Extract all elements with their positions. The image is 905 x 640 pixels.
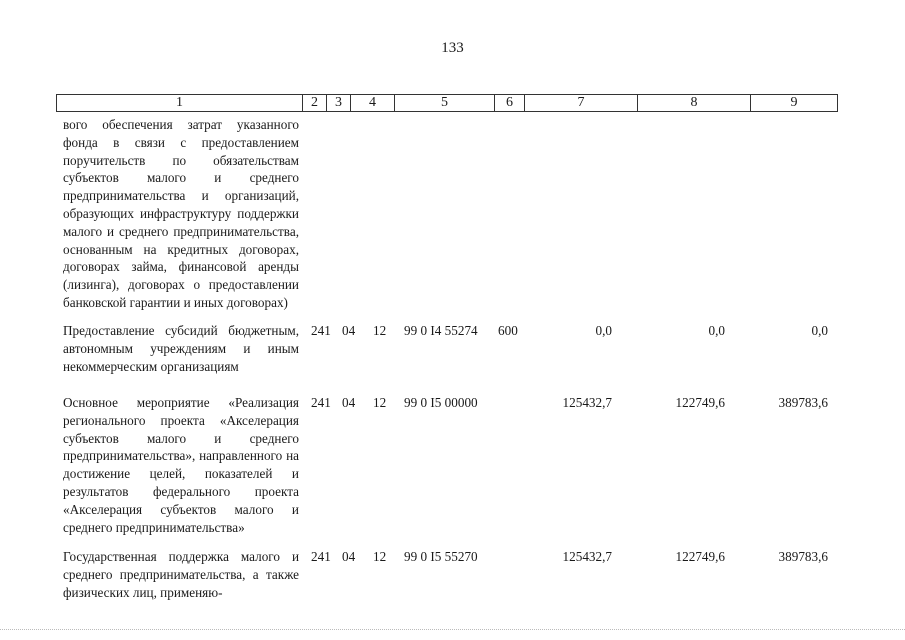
cell-sum-col7: 0,0 — [595, 323, 612, 338]
header-col-3: 3 — [326, 95, 350, 111]
cell-sum-col8: 0,0 — [708, 323, 725, 338]
cell-sum-col9: 389783,6 — [778, 549, 828, 564]
cell-section: 04 — [342, 549, 356, 564]
cell-section: 04 — [342, 395, 356, 410]
header-col-4: 4 — [350, 95, 394, 111]
cell-sum-col9: 389783,6 — [778, 395, 828, 410]
cell-section: 04 — [342, 323, 356, 338]
header-col-7: 7 — [524, 95, 637, 111]
cell-grbs: 241 — [311, 549, 331, 564]
cell-sum-col7: 125432,7 — [562, 549, 612, 564]
page-bottom-edge — [0, 629, 905, 631]
cell-target-article: 99 0 I5 55270 — [404, 549, 478, 564]
cell-grbs: 241 — [311, 323, 331, 338]
cell-sum-col8: 122749,6 — [675, 395, 725, 410]
cell-subsection: 12 — [373, 549, 387, 564]
cell-subsection: 12 — [373, 395, 387, 410]
cell-grbs: 241 — [311, 395, 331, 410]
header-col-9: 9 — [750, 95, 837, 111]
cell-sum-col8: 122749,6 — [675, 549, 725, 564]
table-row-text: Государственная поддержка малого и среднего предпринимательства, а также физических лиц, применяю- — [63, 549, 299, 600]
cell-target-article: 99 0 I4 55274 — [404, 323, 478, 338]
header-col-2: 2 — [302, 95, 326, 111]
cell-target-article: 99 0 I5 00000 — [404, 395, 478, 410]
header-col-5: 5 — [394, 95, 494, 111]
cell-expense-type: 600 — [498, 323, 518, 338]
cell-subsection: 12 — [373, 323, 387, 338]
table-row-text: Предоставление субсидий бюджетным, автономным учреждениям и иным некоммерческим организациям — [63, 323, 299, 374]
cell-sum-col9: 0,0 — [811, 323, 828, 338]
header-col-6: 6 — [494, 95, 524, 111]
table-row-text: вого обеспечения затрат указанного фонда в связи с предоставлением поручительств по обязательствам субъектов малого и среднего предпринимательства и организаций, образующих инфраструктуру поддержки малого и среднего предпринимательства, основанным на кредитных договорах, договорах займа, финансовой аренды (лизинга), договорах о предоставлении банковской гарантии и иных договорах) — [63, 117, 299, 310]
header-col-8: 8 — [637, 95, 750, 111]
page-number: 133 — [441, 40, 464, 56]
table-header — [56, 94, 838, 112]
cell-sum-col7: 125432,7 — [562, 395, 612, 410]
header-col-1: 1 — [176, 95, 183, 110]
table-row-text: Основное мероприятие «Реализация регионального проекта «Акселерация субъектов малого и среднего предпринимательства», направленного на достижение целей, показателей и результатов федерального проекта «Акселерация субъектов малого и среднего предпринимательства» — [63, 395, 299, 535]
